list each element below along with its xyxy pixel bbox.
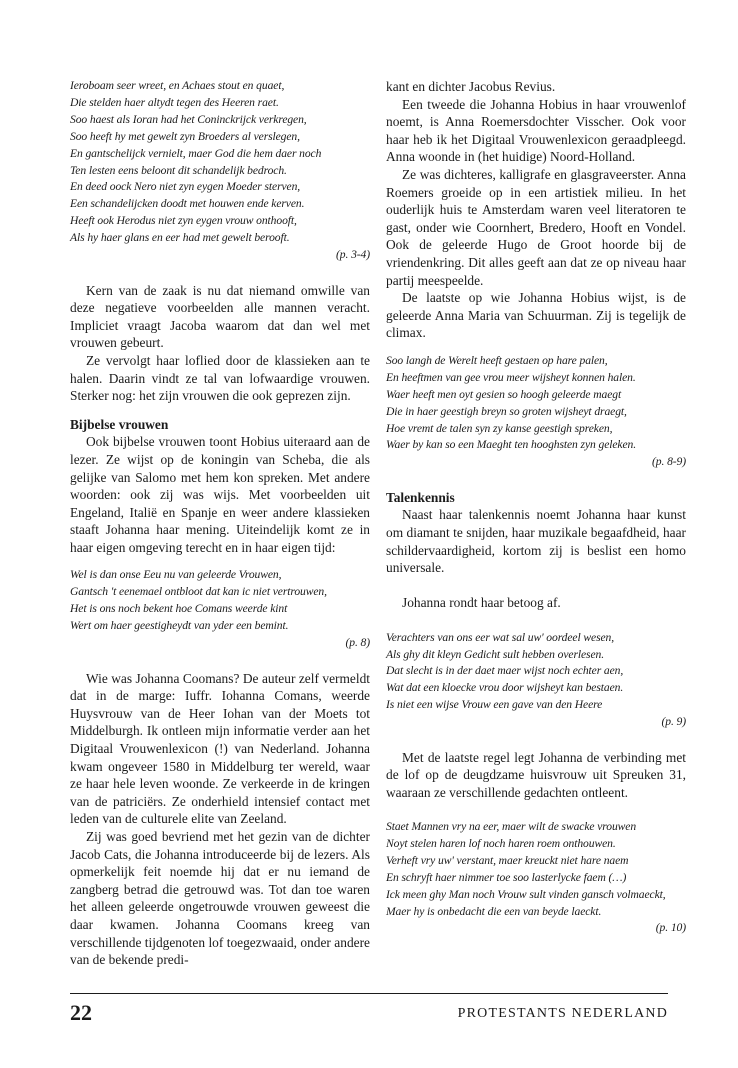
poem-line: Ick meen ghy Man noch Vrouw sult vinden gansch volmaeckt, [386,887,666,901]
poem-line: Maer hy is onbedacht die een van beyde laeckt. [386,904,602,918]
poem-line: Wel is dan onse Eeu nu van geleerde Vrouwen, [70,568,282,582]
poem-line: Die stelden haer altydt tegen des Heeren raet. [70,95,279,109]
poem-line: Soo haest als Ioran had het Coninckrijck verkregen, [70,112,307,126]
poem-line: Waer by kan so een Maeght ten hooghsten zyn geleken. [386,438,637,452]
page-reference: (p. 8-9) [652,455,686,469]
body-paragraph: Johanna rondt haar betoog af. [402,595,561,611]
poem-line: Die in haer geestigh breyn so groten wijsheyt draegt, [386,404,627,418]
poem-line: En gantschelijck vernielt, maer God die hem daer noch [70,146,322,160]
poem-line: Wert om haer geestigheydt van yder een bemint. [70,619,289,633]
poem-line: Als hy haer glans en eer had met gewelt berooft. [70,231,290,245]
right-column [386,78,686,937]
poem-line: Ten lesten eens beloont dit schandelijk bedroch. [70,163,287,177]
poem-quote-1 [70,78,370,264]
poem-line: Is niet een wijse Vrouw een gave van den Heere [386,698,603,712]
footer-divider [70,993,668,994]
section-heading-talenkennis: Talenkennis [386,489,455,505]
body-paragraph: Met de laatste regel legt Johanna de verbinding met de lof op de deugdzame huisvrouw uit Spreuken 31, waaraan ze verschillende gedachten ontleent. [386,749,686,800]
page-reference: (p. 3-4) [336,248,370,262]
poem-line: Wat dat een kloecke vrou door wijsheyt kan bestaen. [386,681,624,695]
poem-line: Verheft vry uw' verstant, maer kreuckt niet hare naem [386,853,629,867]
poem-line: Gantsch 't eenemael ontbloot dat kan ic niet vertrouwen, [70,585,327,599]
poem-line: Waer heeft men oyt gesien so hoogh geleerde maegt [386,387,622,401]
poem-line: En deed oock Nero niet zyn eygen Moeder sterven, [70,180,301,194]
body-paragraph: Kern van de zaak is nu dat niemand omwille van deze negatieve voorbeelden alle mannen veracht. Impliciet vraagt Jacoba waarom dat dan wel met vrouwen gebeurt. [70,282,370,351]
poem-line: Soo heeft hy met gewelt zyn Broeders al verslegen, [70,129,300,143]
left-column [70,78,370,969]
section-heading-bijbelse-vrouwen: Bijbelse vrouwen [70,416,169,432]
poem-line: Staet Mannen vry na eer, maer wilt de swacke vrouwen [386,820,637,833]
poem-line: Ieroboam seer wreet, en Achaes stout en quaet, [70,79,285,92]
poem-line: Een schandelijcken doodt met houwen ende kerven. [70,197,305,211]
body-paragraph: Ze vervolgt haar loflied door de klassieken aan te halen. Daarin vindt ze tal van lofwaardige vrouwen. Sterker nog: het zijn vrouwen die ook geprezen zijn. [70,352,370,404]
poem-line: Soo langh de Werelt heeft gestaen op hare palen, [386,353,608,367]
poem-line: Hoe vremt de talen syn zy kanse geestigh spreken, [386,421,613,435]
poem-quote-3 [386,353,686,471]
page-reference: (p. 8) [345,636,370,650]
poem-quote-5 [386,819,686,937]
page-reference: (p. 10) [655,921,686,935]
body-paragraph: Naast haar talenkennis noemt Johanna haar kunst om diamant te snijden, haar muzikale begaafdheid, haar schildervaardigheid, kortom zij is beslist een homo universale. [386,507,686,576]
body-paragraph: De laatste op wie Johanna Hobius wijst, is de geleerde Anna Maria van Schuurman. Zij is tegelijk de climax. [386,290,686,341]
page-number: 22 [70,1000,92,1025]
page-reference: (p. 9) [661,715,686,729]
poem-line: Het is ons noch bekent hoe Comans weerde kint [70,602,288,616]
poem-quote-4 [386,630,686,731]
body-paragraph: Ze was dichteres, kalligrafe en glasgraveerster. Anna Roemers groeide op in een artistiek milieu. In het ouderlijk huis te Amsterdam waren veel literatoren te gast, onder wie Coornhert, Bredero, Hooft en Vondel. Ook de geleerde Hugo de Groot hoorde bij de vriendenkring. Dit alles geeft aan dat ze op niveau haar partij meespeelde. [386,166,686,288]
body-paragraph: kant en dichter Jacobus Revius. [386,79,556,94]
body-paragraph: Wie was Johanna Coomans? De auteur zelf vermeldt dat in de marge: Iuffr. Iohanna Comans, weerde Huysvrouw van de Heer Iohan van der Moets tot Middelburgh. Ik ontleen mijn informatie verder aan het Digitaal Vrouwenlexicon (!) van Nederland. Johanna kwam ongeveer 1580 in Middelburg ter wereld, waar ze haar hele leven woonde. Ze verkeerde in de kringen van de patriciërs. Ze onderhield intensief contact met leden van de culturele elite van Zeeland. [70,670,370,827]
poem-line: Noyt stelen haren lof noch haren roem onthouwen. [386,836,616,850]
body-paragraph: Zij was goed bevriend met het gezin van de dichter Jacob Cats, die Johanna introduceerde bij de lezers. Als opmerkelijk feit noemde hij dat er nu iemand de zangberg betrad die getrouwd was. Tot dan toe waren het alleen geleerde ongetrouwde vrouwen geweest die daar kwamen. Johanna Coomans kreeg van verschillende tijdgenoten lof toegezwaaid, onder andere van de bekende predi- [70,828,370,968]
poem-line: Heeft ook Herodus niet zyn eygen vrouw onthooft, [70,214,297,228]
poem-quote-2 [70,567,370,652]
poem-line: En heeftmen van gee vrou meer wijsheyt konnen halen. [386,370,636,384]
poem-line: Verachters van ons eer wat sal uw' oordeel wesen, [386,630,615,644]
poem-line: En schryft haer nimmer toe soo lasterlycke faem (…) [386,870,627,884]
poem-line: Dat slecht is in der daet maer wijst noch echter aen, [386,664,624,678]
poem-line: Als ghy dit kleyn Gedicht sult hebben overlesen. [386,647,604,661]
body-paragraph: Ook bijbelse vrouwen toont Hobius uiteraard aan de lezer. Ze wijst op de koningin van Scheba, die als gelijke van Salomo met hem kon spreken. Met andere woorden: ook zij was wijs. Met voorbeelden uit Engeland, Italië en Spanje en weer andere klassieken staaft Johanna haar mening. Uiteindelijk komt ze in haar eigen omgeving terecht en in haar eigen tijd: [70,434,370,555]
publication-title: PROTESTANTS NEDERLAND [457,1006,668,1021]
body-paragraph: Een tweede die Johanna Hobius in haar vrouwenlof noemt, is Anna Roemersdochter Visscher. Ook voor haar heb ik het Digitaal Vrouwenlexicon geraadpleegd. Anna woonde in (het huidige) Noord-Holland. [386,96,686,165]
